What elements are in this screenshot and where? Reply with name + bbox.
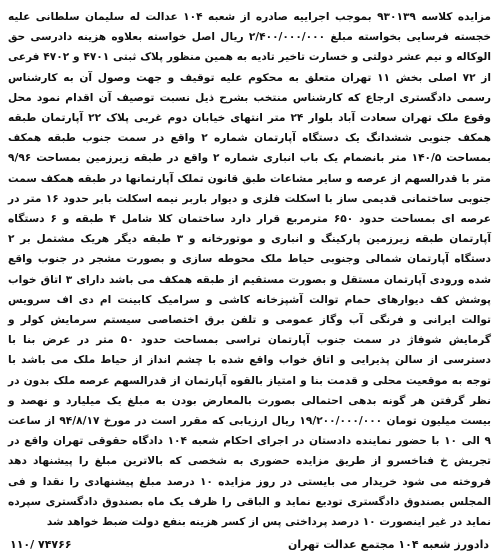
notice-reference-number: ۱۱۰/ ۷۴۷۶۶ — [10, 538, 72, 551]
notice-issuer: دادورز شعبه ۱۰۴ مجتمع عدالت تهران — [288, 538, 489, 551]
notice-footer — [8, 538, 491, 551]
auction-notice — [8, 7, 492, 551]
notice-body: مزایده کلاسه ۹۳۰۱۳۹ بموجب اجراییه صادره از شعبه ۱۰۴ عدالت له سلیمان سلطانی علیه خجسته فرسایی بخواسته مبلغ ۲/۴۰۰/۰۰۰/۰۰۰ ریال اصل خواسته بعلاوه هزینه دادرسی حق الوکاله و نیم عشر دولتی و خسارت تاخیر تادیه به همین منظور پلاک ثبتی ۴۷۰۱ و ۴۷۰۲ فرعی از ۷۲ اصلی بخش ۱۱ تهران متعلق به محکوم علیه توقیف و جهت وصول آن به کارشناس رسمی دادگستری ارجاع که کارشناس منتخب بشرح ذیل نسبت توصیف آن اقدام نمود محل وقوع ملک تهران سعادت آباد بلوار ۲۴ متر انتهای خیابان دوم غربی پلاک ۲۲ آپارتمان طبقه همکف جنوبی ششدانگ یک دستگاه آپارتمان شماره ۲ واقع در سمت جنوب طبقه همکف بمساحت ۱۴۰/۵ متر بانضمام یک باب انباری شماره ۲ واقع در طبقه زیرزمین بمساحت ۹/۹۶ متر با قدرالسهم از عرصه و سایر مشاعات طبق قانون تملک آپارتمانها در طبقه همکف سمت جنوبی ساختمانی قدیمی ساز با اسکلت فلزی و دیوار باربر نیمه اسکلت بابر حدود ۱۶ متر در عرصه ای بمساحت حدود ۶۵۰ مترمربع قرار دارد ساختمان کلا شامل ۴ طبقه و ۶ دستگاه آپارتمان طبقه زیرزمین پارکینگ و انباری و موتورخانه و ۳ طبقه دیگر هریک مشتمل بر ۲ دستگاه آپارتمان شمالی وجنوبی حیاط ملک محوطه سازی و بصورت مشجر در جنوب واقع شده ورودی آپارتمان مستقل و بصورت مستقیم از طبقه همکف می باشد دارای ۳ اتاق خواب پوشش کف دیوارهای حمام توالت آشپزخانه کاشی و سرامیک کابینت ام دی اف سرویس توالت ایرانی و فرنگی آب وگاز عمومی و تلفن برق اختصاصی سیستم سرمایش کولر و گرمایش شوفاژ در سمت جنوب آپارتمان تراسی بمساحت حدود ۵۰ متر در عرض بنا با دسترسی از سالن پذیرایی و اتاق خواب واقع شده با چشم انداز از حیاط ملک می باشد با توجه به موقعیت محلی و قدمت بنا و امتیاز بالقوه آپارتمان از قدرالسهم عرصه ملک بدون در نظر گرفتن هر گونه بدهی احتمالی بصورت بالمعارض بودن به مبلغ یک میلیارد و نهصد و بیست میلیون تومان ۱۹/۲۰۰/۰۰۰/۰۰۰ ریال ارزیابی که مقرر است در مورخ ۹۴/۸/۱۷ از ساعت ۹ الی ۱۰ با حضور نماینده دادستان در اجرای احکام شعبه ۱۰۴ دادگاه حقوقی تهران واقع در تجریش خ فناخسرو از طریق مزایده حضوری به شخصی که بالاترین مبلغ را پیشنهاد دهد فروخته می شود خریدار می بایستی در روز مزایده ۱۰ درصد مبلغ پیشنهادی را نقدا و فی المجلس بصندوق دادگستری تودیع نماید و الباقی را ظرف یک ماه بصندوق دادگستری سپرده نماید در غیر اینصورت ۱۰ درصد پرداختی پس از کسر هزینه بنفع دولت ضبط خواهد شد — [8, 11, 492, 529]
